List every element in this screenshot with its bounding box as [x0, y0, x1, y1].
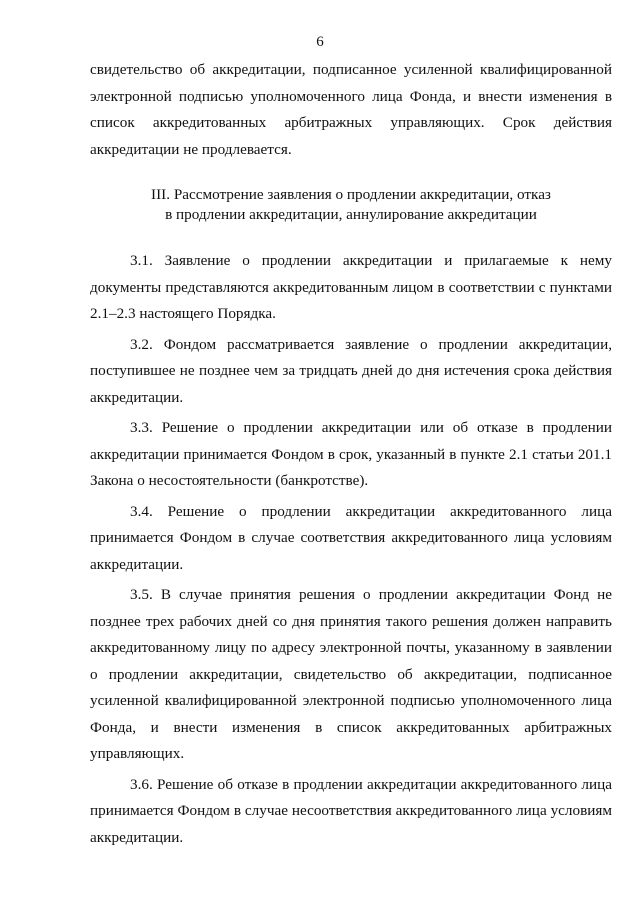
clause-3-3: 3.3. Решение о продлении аккредитации или об отказе в продлении аккредитации принимается Фондом в срок, указанный в пункте 2.1 статьи 201.1 Закона о несостоятельности (банкротстве). — [90, 419, 612, 489]
clause-3-5: 3.5. В случае принятия решения о продлении аккредитации Фонд не позднее трех рабочих дней со дня принятия такого решения должен направить аккредитованному лицу по адресу электронной почты, указанному в заявлении о продлении аккредитации, свидетельство об аккредитации, подписанное усиленной квалифицированной электронной подписью уполномоченного лица Фонда, и внести изменения в список аккредитованных арбитражных управляющих. — [90, 586, 612, 762]
section-heading-line-2: в продлении аккредитации, аннулирование аккредитации — [165, 206, 537, 223]
page-number: 6 — [316, 34, 324, 50]
section-heading-line-1: III. Рассмотрение заявления о продлении аккредитации, отказ — [151, 186, 551, 203]
clause-3-2: 3.2. Фондом рассматривается заявление о продлении аккредитации, поступившее не позднее чем за тридцать дней до дня истечения срока действия аккредитации. — [90, 335, 612, 406]
document-body — [90, 57, 612, 851]
intro-paragraph: свидетельство об аккредитации, подписанное усиленной квалифицированной электронной подписью уполномоченного лица Фонда, и внести изменения в список аккредитованных арбитражных управляющих. Срок действия аккредитации не продлевается. — [90, 61, 612, 158]
clause-3-6: 3.6. Решение об отказе в продлении аккредитации аккредитованного лица принимается Фондом в случае несоответствия аккредитованного лица условиям аккредитации. — [90, 775, 612, 846]
section-heading — [90, 185, 612, 225]
clause-3-1: 3.1. Заявление о продлении аккредитации и прилагаемые к нему документы представляются аккредитованным лицом в соответствии с пунктами 2.1–2.3 настоящего Порядка. — [90, 252, 612, 322]
clause-3-4: 3.4. Решение о продлении аккредитации аккредитованного лица принимается Фондом в случае соответствия аккредитованного лица условиям аккредитации. — [90, 502, 612, 573]
